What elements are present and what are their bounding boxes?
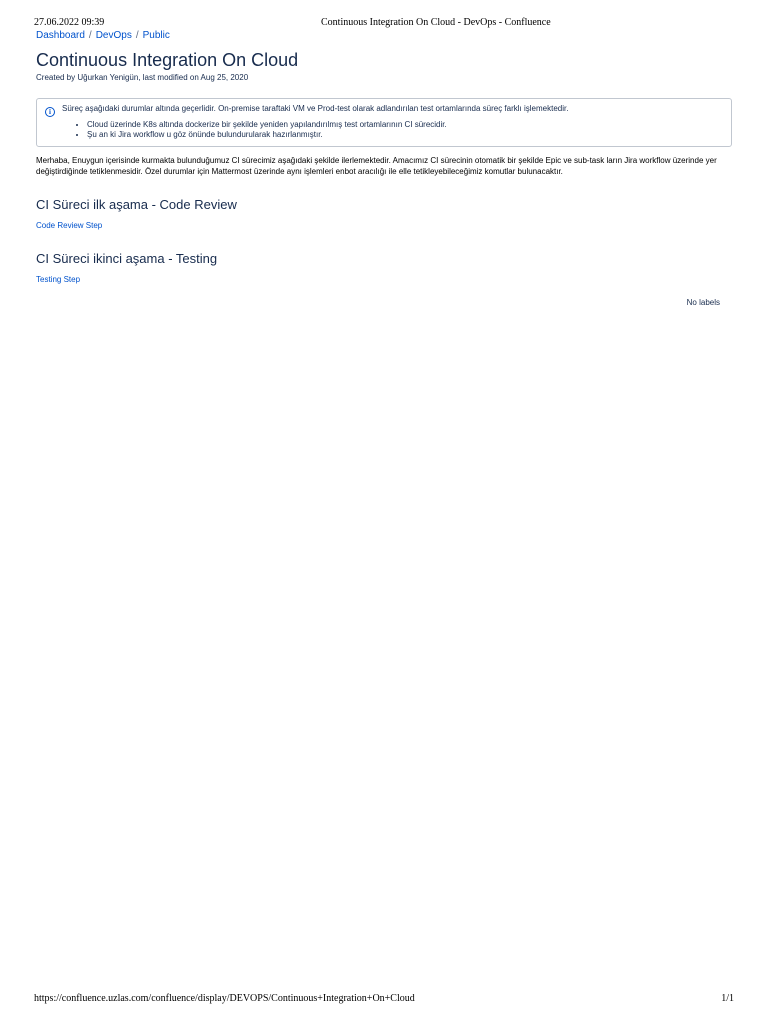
section-heading-code-review: CI Süreci ilk aşama - Code Review <box>36 197 237 212</box>
page-title: Continuous Integration On Cloud <box>36 50 299 70</box>
labels-text: No labels <box>686 298 720 307</box>
page-number: 1/1 <box>721 993 734 1004</box>
info-panel <box>36 98 732 147</box>
info-panel-text: Süreç aşağıdaki durumlar altında geçerlidir. On-premise taraftaki VM ve Prod-test olarak adlandırılan test ortamlarında süreç farklı işlemektedir. <box>62 104 569 113</box>
breadcrumb-item-devops[interactable]: DevOps <box>95 30 132 41</box>
print-footer <box>34 993 734 1007</box>
code-review-step-link[interactable]: Code Review Step <box>36 221 103 230</box>
breadcrumb-item-dashboard[interactable]: Dashboard <box>36 30 85 41</box>
breadcrumb-item-public[interactable]: Public <box>142 30 170 41</box>
print-header <box>34 17 734 31</box>
info-panel-list <box>75 120 447 140</box>
list-item: • Cloud üzerinde K8s altında dockerize bir şekilde yeniden yapılandırılmış test ortamlarının CI sürecidir. <box>87 120 447 130</box>
breadcrumb-separator: / <box>88 30 92 41</box>
intro-paragraph: Merhaba, Enuygun içerisinde kurmakta bulunduğumuz CI sürecimiz aşağıdaki şekilde ilerlemektedir. Amacımız CI sürecinin otomatik bir şekilde Epic ve sub-task ların Jira workflow üzerinde yer değiştirdiğinde tetiklenmesidir. Özel durumlar için Mattermost üzerinde aynı işlemleri enbot aracılığı ile elle tetikleyebileceğimiz komutlar bulunacaktır. <box>36 156 717 176</box>
page-metadata: Created by Uğurkan Yenigün, last modified on Aug 25, 2020 <box>36 73 249 82</box>
section-heading-testing: CI Süreci ikinci aşama - Testing <box>36 251 218 266</box>
list-item: • Şu an ki Jira workflow u göz önünde bulundurularak hazırlanmıştır. <box>87 130 447 140</box>
print-datetime: 27.06.2022 09:39 <box>34 17 105 28</box>
breadcrumb-separator: / <box>135 30 139 41</box>
print-url: https://confluence.uzlas.com/confluence/display/DEVOPS/Continuous+Integration+On+Cloud <box>34 993 415 1004</box>
print-document-title: Continuous Integration On Cloud - DevOps - Confluence <box>321 17 551 28</box>
info-icon: i <box>45 107 55 117</box>
breadcrumb <box>36 30 170 42</box>
testing-step-link[interactable]: Testing Step <box>36 275 81 284</box>
